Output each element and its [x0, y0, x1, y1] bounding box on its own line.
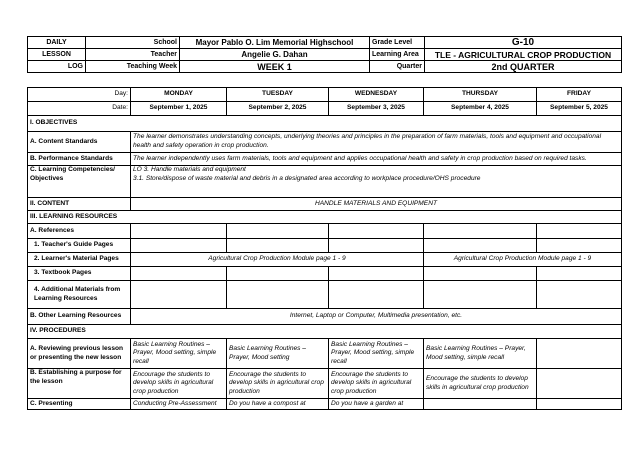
- content-label: II. CONTENT: [28, 198, 131, 211]
- presenting-wednesday: Do you have a garden at: [329, 399, 424, 410]
- day-label: Day:: [28, 88, 131, 102]
- presenting-monday: Conducting Pre-Assessment: [131, 399, 227, 410]
- establishing-tuesday: Encourage the students to develop skills in agricultural crop production: [227, 369, 329, 399]
- day-thursday: THURSDAY: [424, 88, 537, 102]
- header-table: [27, 36, 622, 73]
- other-resources-label: B. Other Learning Resources: [28, 309, 131, 325]
- other-resources-row: [28, 309, 622, 325]
- learning-area-value: TLE - AGRICULTURAL CROP PRODUCTION: [425, 49, 622, 61]
- presenting-row: [28, 399, 622, 410]
- day-wednesday: WEDNESDAY: [329, 88, 424, 102]
- establishing-label: B. Establishing a purpose for the lesson: [28, 369, 131, 399]
- competencies-label: C. Learning Competencies/ Objectives: [28, 166, 131, 198]
- procedures-heading: IV. PROCEDURES: [28, 325, 622, 339]
- learners-material-right: Agricultural Crop Production Module page 1 - 9: [424, 253, 622, 267]
- teachers-guide-row: [28, 239, 622, 253]
- day-row: [28, 88, 622, 102]
- objectives-row: [28, 116, 622, 132]
- learners-material-left: Agricultural Crop Production Module page 1 - 9: [131, 253, 424, 267]
- textbook-label: 3. Textbook Pages: [28, 267, 131, 281]
- performance-standards-label: B. Performance Standards: [28, 153, 131, 166]
- references-label: A. References: [28, 224, 131, 239]
- content-row: [28, 198, 622, 211]
- log-label: LOG: [28, 61, 86, 73]
- establishing-monday: Encourage the students to develop skills in agricultural crop production: [131, 369, 227, 399]
- teaching-week-label: Teaching Week: [86, 61, 180, 73]
- competencies-line-2: 3.1. Store/dispose of waste material and debris in a designated area according to workplace procedure/OHS procedure: [133, 174, 481, 182]
- date-friday: September 5, 2025: [537, 102, 622, 116]
- reviewing-wednesday: Basic Learning Routines – Prayer, Mood setting, simple recall: [329, 339, 424, 369]
- competencies-cell: [131, 166, 622, 198]
- resources-heading: III. LEARNING RESOURCES: [28, 211, 622, 224]
- daily-label: DAILY: [28, 37, 86, 49]
- teachers-guide-label: 1. Teacher's Guide Pages: [28, 239, 131, 253]
- reviewing-label: A. Reviewing previous lesson or presenting the new lesson: [28, 339, 131, 369]
- content-text: HANDLE MATERIALS AND EQUIPMENT: [131, 198, 622, 211]
- reviewing-thursday: Basic Learning Routines – Prayer, Mood setting, simple recall: [424, 339, 537, 369]
- teacher-value: Angelie G. Dahan: [180, 49, 370, 61]
- presenting-label: C. Presenting: [28, 399, 131, 410]
- competencies-line-1: LO 3. Handle materials and equipment: [133, 166, 246, 173]
- learners-material-label: 2. Learner's Material Pages: [28, 253, 131, 267]
- lesson-label: LESSON: [28, 49, 86, 61]
- performance-standards-text: The learner independently uses farm materials, tools and equipment and applies occupational health and safety in crop production based on required tasks.: [131, 153, 622, 166]
- resources-row: [28, 211, 622, 224]
- additional-materials-row: [28, 281, 622, 309]
- performance-standards-row: [28, 153, 622, 166]
- competencies-row: [28, 166, 622, 198]
- content-standards-row: [28, 132, 622, 153]
- content-standards-label: A. Content Standards: [28, 132, 131, 153]
- day-tuesday: TUESDAY: [227, 88, 329, 102]
- date-tuesday: September 2, 2025: [227, 102, 329, 116]
- school-value: Mayor Pablo O. Lim Memorial Highschool: [180, 37, 370, 49]
- learning-area-label: Learning Area: [370, 49, 425, 61]
- additional-materials-label: 4. Additional Materials from Learning Resources: [28, 281, 131, 309]
- establishing-thursday: Encourage the students to develop skills in agricultural crop production: [424, 369, 537, 399]
- establishing-row: [28, 369, 622, 399]
- quarter-label: Quarter: [370, 61, 425, 73]
- teaching-week-value: WEEK 1: [180, 61, 370, 73]
- day-friday: FRIDAY: [537, 88, 622, 102]
- date-wednesday: September 3, 2025: [329, 102, 424, 116]
- reviewing-row: [28, 339, 622, 369]
- quarter-value: 2nd QUARTER: [425, 61, 622, 73]
- reviewing-tuesday: Basic Learning Routines – Prayer, Mood setting: [227, 339, 329, 369]
- content-standards-text: The learner demonstrates understanding concepts, underlying theories and principles in the preparation of farm materials, tools and equipment and occupational health and safety operation in crop production.: [131, 132, 622, 153]
- establishing-wednesday: Encourage the students to develop skills in agricultural crop production: [329, 369, 424, 399]
- grade-label: Grade Level: [370, 37, 425, 49]
- objectives-heading: I. OBJECTIVES: [28, 116, 622, 132]
- references-row: [28, 224, 622, 239]
- date-thursday: September 4, 2025: [424, 102, 537, 116]
- other-resources-text: Internet, Laptop or Computer, Multimedia presentation, etc.: [131, 309, 622, 325]
- procedures-row: [28, 325, 622, 339]
- learners-material-row: [28, 253, 622, 267]
- date-monday: September 1, 2025: [131, 102, 227, 116]
- date-label: Date:: [28, 102, 131, 116]
- date-row: [28, 102, 622, 116]
- textbook-row: [28, 267, 622, 281]
- lesson-plan-table: [27, 87, 622, 410]
- teacher-label: Teacher: [86, 49, 180, 61]
- presenting-tuesday: Do you have a compost at: [227, 399, 329, 410]
- reviewing-monday: Basic Learning Routines – Prayer, Mood setting, simple recall: [131, 339, 227, 369]
- grade-value: G-10: [425, 37, 622, 49]
- school-label: School: [86, 37, 180, 49]
- day-monday: MONDAY: [131, 88, 227, 102]
